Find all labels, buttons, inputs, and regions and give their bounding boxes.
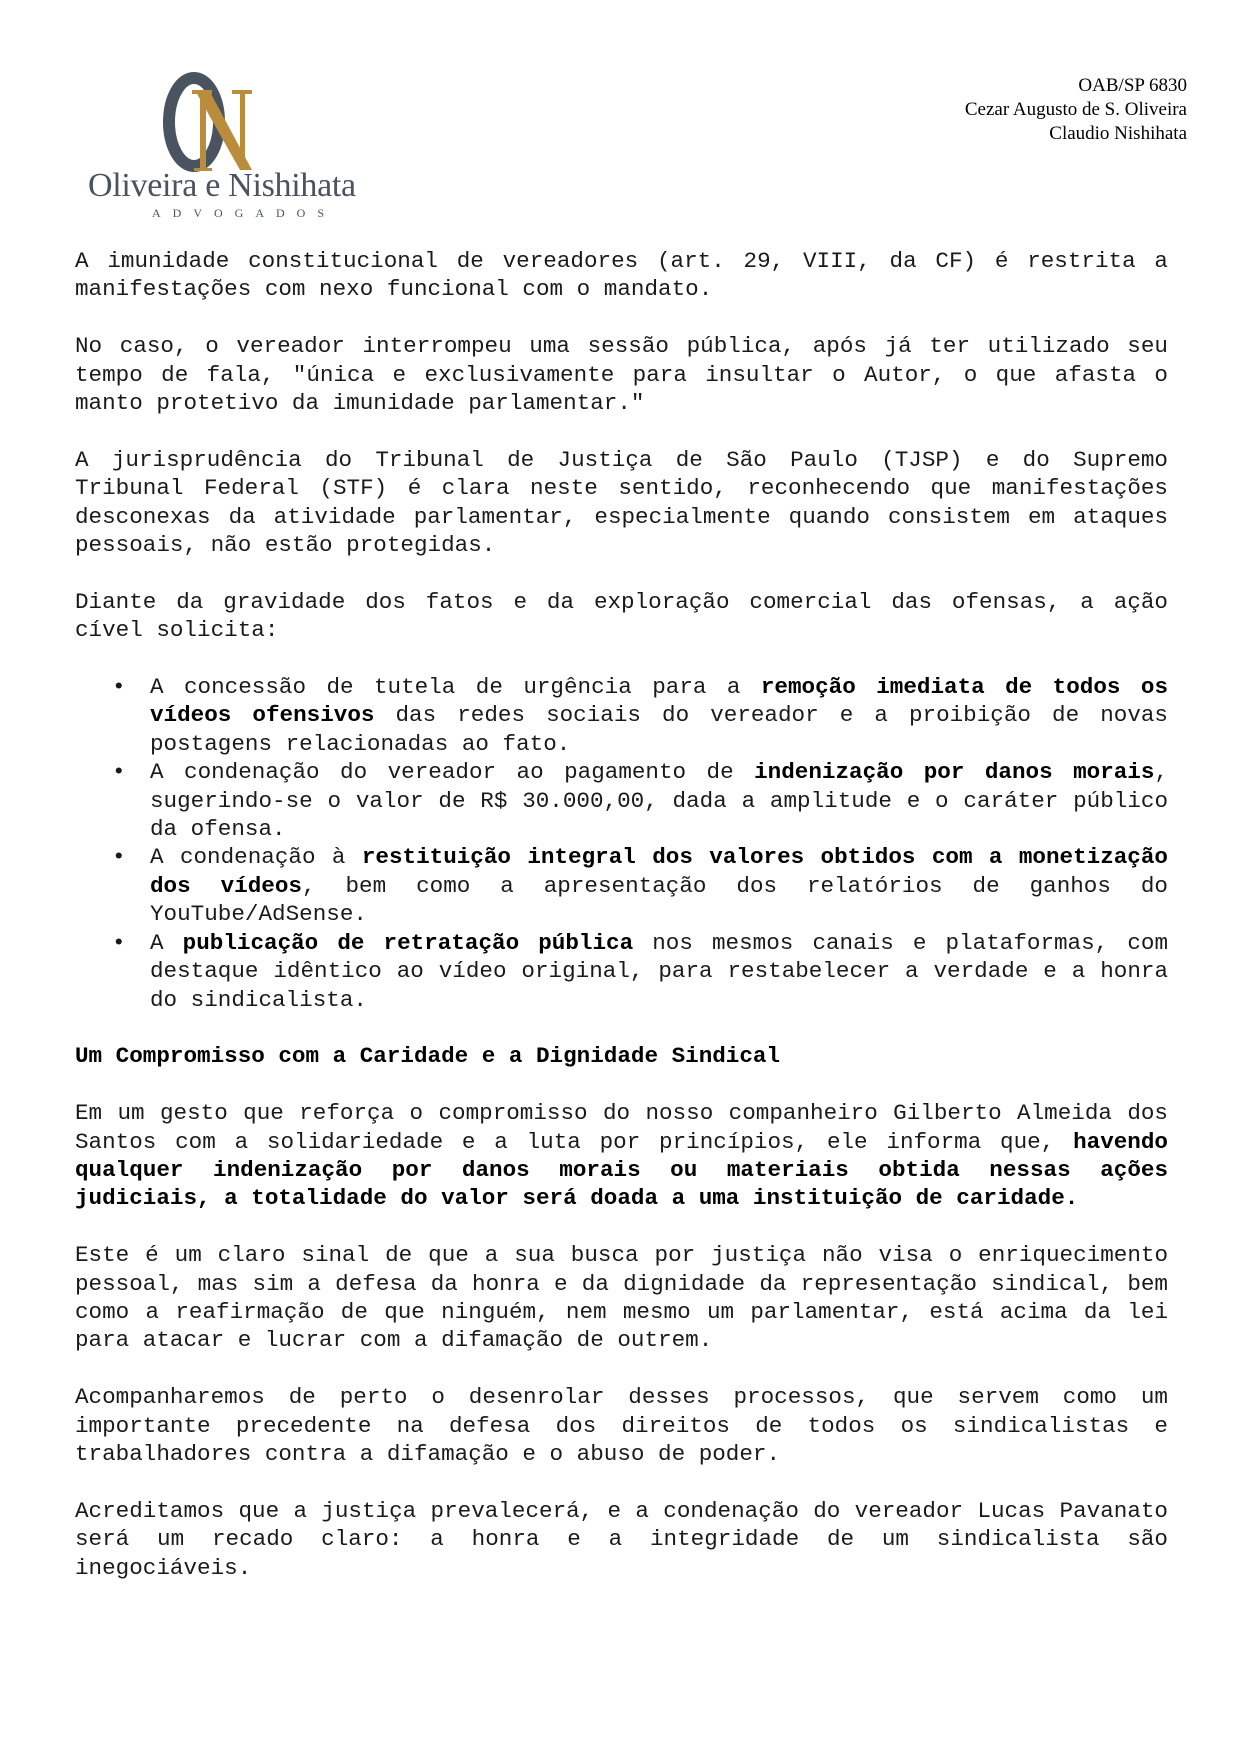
paragraph-follow-up: Acompanharemos de perto o desenrolar desses processos, que servem como um importante precedente na defesa dos direitos de todos os sindicalistas e trabalhadores contra a difamação e o abuso de poder.: [75, 1384, 1168, 1467]
section-heading: Um Compromisso com a Caridade e a Dignidade Sindical: [75, 1043, 781, 1070]
list-item: • A condenação do vereador ao pagamento de indenização por danos morais, sugerindo-se o valor de R$ 30.000,00, dada a amplitude e o caráter público da ofensa.: [112, 759, 1168, 843]
oab-number: OAB/SP 6830: [1078, 75, 1187, 96]
bullet-icon: •: [112, 844, 126, 871]
list-item: • A publicação de retratação pública nos mesmos canais e plataformas, com destaque idêntico ao vídeo original, para restabelecer a verdade e a honra do sindicalista.: [112, 929, 1169, 1013]
paragraph-jurisprudence: A jurisprudência do Tribunal de Justiça de São Paulo (TJSP) e do Supremo Tribunal Federal (STF) é clara neste sentido, reconhecendo que manifestações desconexas da atividade parlamentar, especialmente quando consistem em ataques pessoais, não estão protegidas.: [75, 446, 1168, 559]
requests-list: [75, 673, 1168, 1014]
paragraph-charity: Em um gesto que reforça o compromisso do nosso companheiro Gilberto Almeida dos Santos com a solidariedade e a luta por princípios, ele informa que, havendo qualquer indenização por danos morais ou materiais obtida nessas ações judiciais, a totalidade do valor será doada a uma instituição de caridade.: [75, 1100, 1168, 1212]
paragraph-requests-intro: Diante da gravidade dos fatos e da exploração comercial das ofensas, a ação cível solicita:: [75, 588, 1168, 644]
list-item: • A condenação à restituição integral dos valores obtidos com a monetização dos vídeos, bem como a apresentação dos relatórios de ganhos do YouTube/AdSense.: [112, 844, 1168, 928]
paragraph-conclusion: Acreditamos que a justiça prevalecerá, e a condenação do vereador Lucas Pavanato será um recado claro: a honra e a integridade de um sindicalista são inegociáveis.: [75, 1497, 1168, 1581]
bullet-icon: •: [112, 929, 126, 956]
bullet-icon: •: [112, 674, 126, 701]
firm-logo: [88, 72, 356, 222]
bullet-icon: •: [112, 759, 126, 786]
lawyer-name-2: Claudio Nishihata: [1049, 123, 1187, 144]
lawyer-name-1: Cezar Augusto de S. Oliveira: [964, 99, 1187, 120]
list-item: • A concessão de tutela de urgência para a remoção imediata de todos os vídeos ofensivos das redes sociais do vereador e a proibição de novas postagens relacionadas ao fato.: [112, 674, 1168, 757]
paragraph-signal: Este é um claro sinal de que a sua busca por justiça não visa o enriquecimento pessoal, mas sim a defesa da honra e da dignidade da representação sindical, bem como a reafirmação de que ninguém, nem mesmo um parlamentar, está acima da lei para atacar e lucrar com a difamação de outrem.: [75, 1242, 1168, 1354]
paragraph-immunity: A imunidade constitucional de vereadores (art. 29, VIII, da CF) é restrita a manifestações com nexo funcional com o mandato.: [75, 248, 1168, 303]
firm-name: Oliveira e Nishihata: [88, 167, 356, 204]
contact-block: [965, 74, 1187, 146]
firm-subtitle: ADVOGADOS: [152, 206, 337, 220]
document-body: [75, 247, 1168, 1610]
paragraph-case: No caso, o vereador interrompeu uma sessão pública, após já ter utilizado seu tempo de fala, "única e exclusivamente para insultar o Autor, o que afasta o manto protetivo da imunidade parlamentar.": [75, 333, 1168, 417]
on-monogram-icon: [160, 72, 270, 172]
